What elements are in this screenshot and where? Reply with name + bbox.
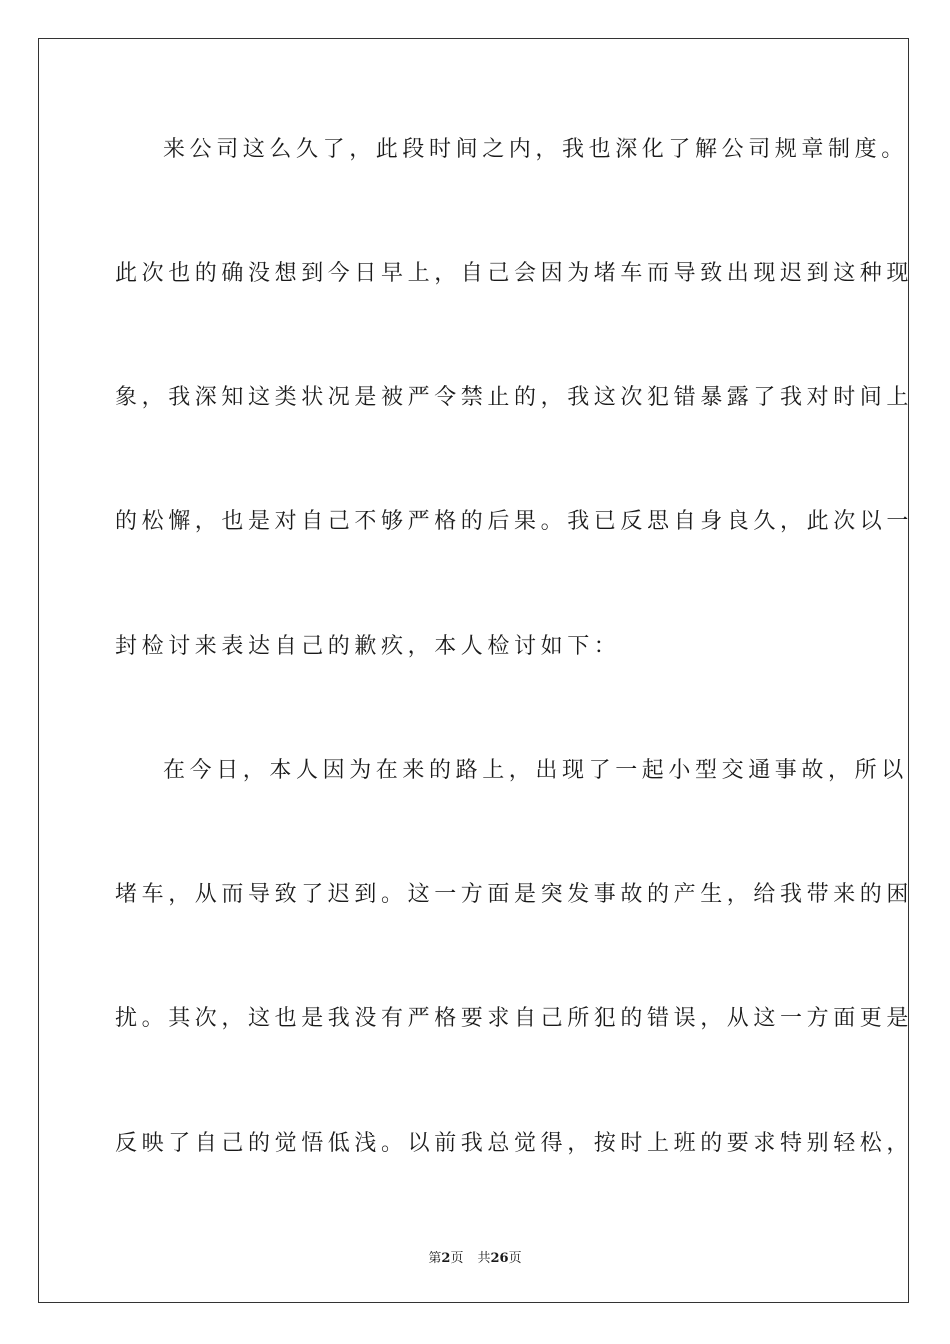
paragraph-line: 在今日，本人因为在来的路上，出现了一起小型交通事故，所以 — [163, 758, 908, 783]
footer-total-prefix: 共 — [477, 1251, 491, 1266]
paragraph-line: 堵车，从而导致了迟到。这一方面是突发事故的产生，给我带来的困 — [115, 882, 914, 907]
footer-page-number: 2 — [441, 1251, 451, 1266]
paragraph-line: 此次也的确没想到今日早上，自己会因为堵车而导致出现迟到这种现 — [115, 261, 914, 286]
paragraph-line: 象，我深知这类状况是被严令禁止的，我这次犯错暴露了我对时间上 — [115, 385, 914, 410]
footer-total-suffix: 页 — [508, 1251, 522, 1266]
paragraph-line: 反映了自己的觉悟低浅。以前我总觉得，按时上班的要求特别轻松， — [115, 1131, 914, 1156]
paragraph-line: 扰。其次，这也是我没有严格要求自己所犯的错误，从这一方面更是 — [115, 1006, 914, 1031]
paragraph-line: 来公司这么久了，此段时间之内，我也深化了解公司规章制度。 — [163, 137, 908, 162]
document-page — [38, 38, 914, 1303]
footer-page-suffix: 页 — [450, 1251, 464, 1266]
paragraph-line: 封检讨来表达自己的歉疚，本人检讨如下： — [115, 634, 621, 659]
page-footer — [0, 1247, 950, 1266]
footer-page-prefix: 第 — [428, 1251, 442, 1266]
footer-total-pages: 26 — [490, 1251, 509, 1266]
paragraph-line: 的松懈，也是对自己不够严格的后果。我已反思自身良久，此次以一 — [115, 509, 914, 534]
